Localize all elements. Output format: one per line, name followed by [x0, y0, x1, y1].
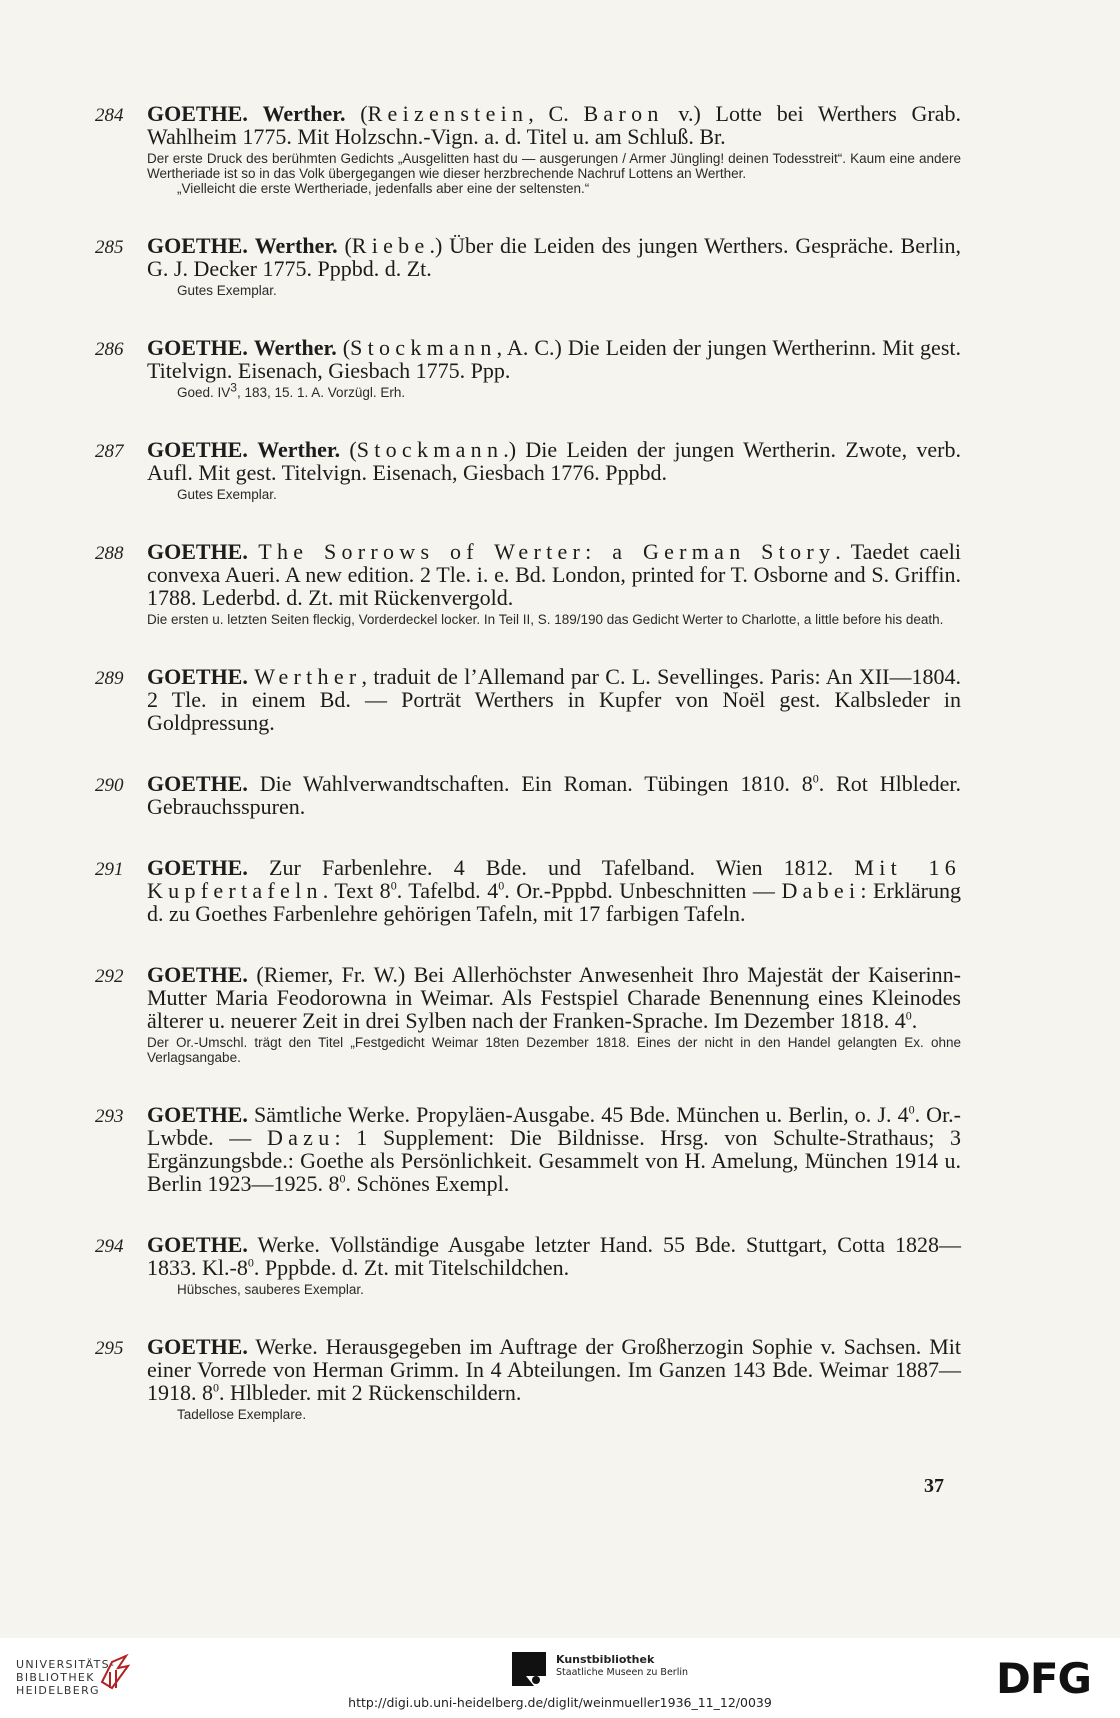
- entry-text: [147, 856, 961, 925]
- superscript: 0: [812, 771, 819, 786]
- lot-number: 295: [95, 1338, 124, 1359]
- entry-295: [95, 1335, 961, 1422]
- author: GOETHE.: [147, 1334, 248, 1359]
- superscript: 0: [339, 1171, 346, 1186]
- kunstbibliothek-label: [556, 1653, 688, 1679]
- superscript: 0: [498, 878, 505, 893]
- spaced-title: The Sorrows of Werter: a German Story: [258, 539, 836, 564]
- text: . Pppbde. d. Zt. mit Titelschildchen.: [253, 1255, 570, 1280]
- text: , traduit de l’Allemand par C. L. Sevellinges. Paris: An XII—1804. 2 Tle. in einem Bd. — Porträt Werthers in Kupfer von Noël gest. Kalbsleder in Goldpressung.: [147, 664, 962, 735]
- entry-292: [95, 963, 961, 1065]
- entry-text: [147, 1233, 961, 1279]
- text: Goed. IV: [177, 385, 231, 400]
- text: . Tafelbd. 4: [396, 878, 499, 903]
- author: GOETHE.: [147, 539, 248, 564]
- work-title: Werther.: [262, 101, 346, 126]
- text: Sämtliche Werke. Propyläen-Ausgabe. 45 Bde. München u. Berlin, o. J. 4: [253, 1102, 909, 1127]
- entry-text: [147, 540, 961, 609]
- lot-number: 286: [95, 339, 124, 360]
- text: , 183, 15. 1. A. Vorzügl. Erh.: [236, 385, 406, 400]
- text: . Text 8: [322, 878, 391, 903]
- text: . Taedet caeli convexa Aueri. A new edition. 2 Tle. i. e. Bd. London, printed for T. Osborne and S. Griffin. 1788. Lederbd. d. Zt. mit Rückenvergold.: [147, 539, 961, 610]
- author: GOETHE.: [147, 233, 248, 258]
- lot-number: 292: [95, 966, 124, 987]
- superscript: 0: [247, 1255, 254, 1270]
- spaced-text: Mit 16 Kupfertafeln: [147, 855, 962, 903]
- ub-line: BIBLIOTHEK: [16, 1671, 95, 1684]
- work-title: Werther.: [257, 437, 341, 462]
- superscript: 0: [390, 878, 397, 893]
- text: : 1 Supplement: Die Bildnisse. Hrsg. von Schulte-Strathaus; 3 Ergänzungsbde.: Goethe als Persönlichkeit. Gesammelt von H. Amelung, München 1914 u. Berlin 1923—1925. 8: [147, 1125, 961, 1196]
- page-number: 37: [924, 1475, 944, 1497]
- lot-number: 294: [95, 1236, 124, 1257]
- text: .) Die Leiden der jungen Wertherin. Zwote, verb. Aufl. Mit gest. Titelvign. Eisenach, Giesbach 1776. Pppbd.: [147, 437, 961, 485]
- text: .) Über die Leiden des jungen Werthers. Gespräche. Berlin, G. J. Decker 1775. Pppbd. d. Zt.: [147, 233, 962, 281]
- entry-note: Der Or.-Umschl. trägt den Titel „Festgedicht Weimar 18ten Dezember 1818. Eines der nicht in den Handel gelangten Ex. ohne Verlagsangabe.: [147, 1035, 961, 1065]
- entry-286: [95, 336, 961, 400]
- spaced-name: Riebe: [351, 233, 430, 258]
- kb-subtitle: Staatliche Museen zu Berlin: [556, 1667, 689, 1678]
- superscript: 0: [213, 1380, 219, 1395]
- entry-text: [147, 665, 961, 734]
- author: GOETHE.: [147, 1232, 248, 1257]
- entry-288: [95, 540, 961, 627]
- digitization-footer: [0, 1638, 1120, 1718]
- author: GOETHE.: [147, 1102, 248, 1127]
- text: (: [340, 437, 357, 462]
- source-url-link[interactable]: http://digi.ub.uni-heidelberg.de/diglit/weinmueller1936_11_12/0039: [348, 1695, 772, 1710]
- entry-text: [147, 336, 961, 382]
- lot-number: 290: [95, 775, 124, 796]
- catalog-entries: [95, 102, 961, 1422]
- ub-line: HEIDELBERG: [16, 1684, 100, 1697]
- text: , C.: [528, 101, 584, 126]
- kunstbibliothek-logo-icon: [512, 1652, 546, 1686]
- entry-note: Der erste Druck des berühmten Gedichts „Ausgelitten hast du — ausgerungen / Armer Jüngling! deinen Todesstreit“. Kaum eine andere Wertheriade ist so in das Volk übergegangen wie dieser herzbrechende Nachruf Lottens an Werther.: [147, 151, 961, 181]
- entry-note: Tadellose Exemplare.: [177, 1407, 307, 1422]
- superscript: 0: [905, 1008, 912, 1023]
- ub-line: UNIVERSITÄTS-: [16, 1658, 116, 1671]
- author: GOETHE.: [147, 437, 248, 462]
- author: GOETHE.: [147, 101, 248, 126]
- work-title: Werther.: [254, 233, 338, 258]
- spaced-name: Reizenstein: [367, 101, 529, 126]
- spaced-text: Dabei: [781, 878, 861, 903]
- entry-289: [95, 665, 961, 734]
- entry-294: [95, 1233, 961, 1297]
- spaced-title: Werther: [254, 664, 362, 689]
- entry-text: [147, 234, 961, 280]
- author: GOETHE.: [147, 771, 248, 796]
- lot-number: 285: [95, 237, 124, 258]
- ub-heidelberg-logo-icon: [98, 1652, 134, 1692]
- entry-text: [147, 438, 961, 484]
- lot-number: 293: [95, 1106, 124, 1127]
- spaced-name: Baron: [583, 101, 664, 126]
- text: , A. C.) Die Leiden der jungen Wertherinn. Mit gest. Titelvign. Eisenach, Giesbach 1775. Ppp.: [147, 335, 961, 383]
- author: GOETHE.: [147, 664, 248, 689]
- entry-note: Gutes Exemplar.: [177, 283, 277, 298]
- entry-text: [147, 772, 961, 818]
- lot-number: 287: [95, 441, 124, 462]
- entry-287: [95, 438, 961, 502]
- entry-note: Hübsches, sauberes Exemplar.: [177, 1282, 364, 1297]
- text: . Rot Hlbleder. Gebrauchsspuren.: [147, 771, 961, 819]
- kb-title: Kunstbibliothek: [556, 1653, 655, 1666]
- entry-284: [95, 102, 961, 196]
- text: Die Wahlverwandtschaften. Ein Roman. Tübingen 1810. 8: [259, 771, 813, 796]
- superscript: 0: [908, 1102, 915, 1117]
- text: Zur Farbenlehre. 4 Bde. und Tafelband. Wien 1812.: [269, 855, 855, 880]
- lot-number: 289: [95, 668, 124, 689]
- author: GOETHE.: [147, 855, 248, 880]
- author: GOETHE.: [147, 962, 248, 987]
- entry-note: [147, 380, 961, 400]
- entry-note: Die ersten u. letzten Seiten fleckig, Vorderdeckel locker. In Teil II, S. 189/190 das Gedicht Werter to Charlotte, a little before his death.: [147, 612, 944, 627]
- entry-text: [147, 102, 961, 148]
- superscript: 3: [230, 380, 237, 395]
- text: (Riemer, Fr. W.) Bei Allerhöchster Anwesenheit Ihro Majestät der Kaiserinn-Mutter Maria Feodorowna in Weimar. Als Festspiel Charade Benennung eines Kleinodes älterer u. neuerer Zeit in drei Sylben nach der Franken-Sprache. Im Dezember 1818. 4: [147, 962, 961, 1033]
- entry-text: [147, 1103, 961, 1195]
- entry-text: [147, 1335, 961, 1404]
- author: GOETHE.: [147, 335, 248, 360]
- spaced-text: Dazu: [266, 1125, 335, 1150]
- entry-293: [95, 1103, 961, 1195]
- work-title: Werther.: [253, 335, 337, 360]
- text: Werke. Vollständige Ausgabe letzter Hand. 55 Bde. Stuttgart, Cotta 1828—1833. Kl.-8: [147, 1232, 961, 1280]
- text: . Hlbleder. mit 2 Rückenschildern.: [219, 1380, 522, 1405]
- lot-number: 291: [95, 859, 124, 880]
- text: . Or.-Pppbd. Unbeschnitten —: [504, 878, 782, 903]
- text: Werke. Herausgegeben im Auftrage der Großherzogin Sophie v. Sachsen. Mit einer Vorrede von Herman Grimm. In 4 Abteilungen. Im Ganzen 143 Bde. Weimar 1887—1918. 8: [147, 1334, 961, 1405]
- entry-note: „Vielleicht die erste Wertheriade, jedenfalls aber eine der seltensten.“: [177, 181, 590, 196]
- text: .: [911, 1008, 918, 1033]
- entry-290: [95, 772, 961, 818]
- text: . Or.-Lwbde. —: [147, 1102, 962, 1150]
- entry-text: [147, 963, 961, 1032]
- spaced-name: Stockmann: [350, 335, 497, 360]
- entry-note: Gutes Exemplar.: [177, 487, 277, 502]
- text: (: [345, 101, 368, 126]
- text: (: [336, 335, 351, 360]
- spaced-name: Stockmann: [356, 437, 504, 462]
- text: v.) Lotte bei Werthers Grab. Wahlheim 1775. Mit Holzschn.-Vign. a. d. Titel u. am Schluß. Br.: [147, 101, 961, 149]
- text: . Schönes Exempl.: [345, 1171, 510, 1196]
- lot-number: 284: [95, 105, 124, 126]
- dfg-logo: DFG: [996, 1654, 1092, 1703]
- text: (: [337, 233, 352, 258]
- lot-number: 288: [95, 543, 124, 564]
- entry-291: [95, 856, 961, 925]
- text: : Erklärung d. zu Goethes Farbenlehre gehörigen Tafeln, mit 17 farbigen Tafeln.: [147, 878, 961, 926]
- entry-285: [95, 234, 961, 298]
